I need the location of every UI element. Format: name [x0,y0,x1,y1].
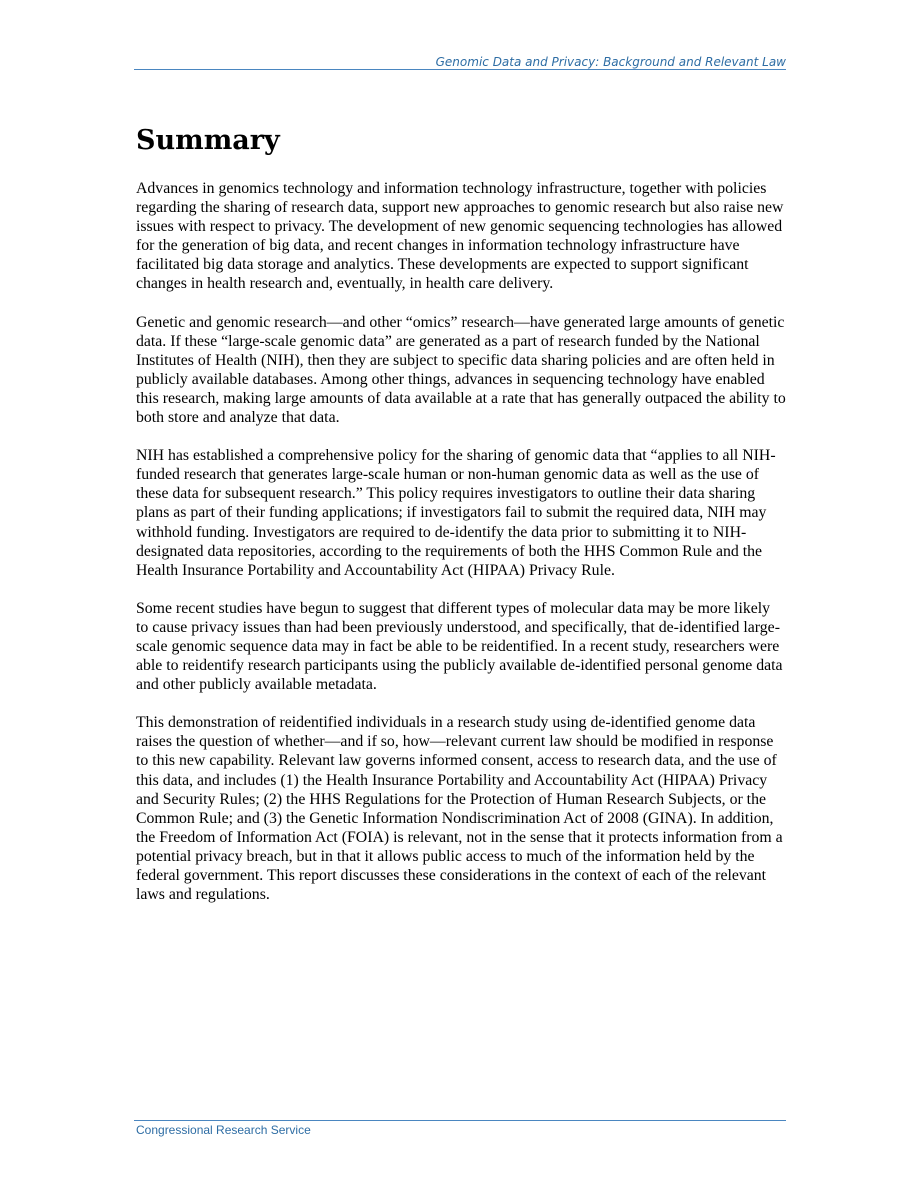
paragraph: NIH has established a comprehensive policy for the sharing of genomic data that “applies to all NIH-funded research that generates large-scale human or non-human genomic data as well as the use of these data for subsequent research.” This policy requires investigators to outline their data sharing plans as part of their funding applications; if investigators fail to submit the required data, NIH may withhold funding. Investigators are required to de-identify the data prior to submitting it to NIH-designated data repositories, according to the requirements of both the HHS Common Rule and the Health Insurance Portability and Accountability Act (HIPAA) Privacy Rule. [136,447,776,579]
paragraph: Genetic and genomic research—and other “omics” research—have generated large amounts of genetic data. If these “large-scale genomic data” are generated as a part of research funded by the National Institutes of Health (NIH), then they are subject to specific data sharing policies and are often held in publicly available databases. Among other things, advances in sequencing technology have enabled this research, making large amounts of data available at a rate that has generally outpaced the ability to both store and analyze that data. [136,313,786,427]
paragraph: Some recent studies have begun to suggest that different types of molecular data may be more likely to cause privacy issues than had been previously understood, and specifically, that de-identified large-scale genomic sequence data may in fact be able to be reidentified. In a recent study, researchers were able to reidentify research participants using the publicly available de-identified personal genome data and other publicly available metadata. [136,599,783,694]
paragraph: This demonstration of reidentified individuals in a research study using de-identified genome data raises the question of whether—and if so, how—relevant current law should be modified in response to this new capability. Relevant law governs informed consent, access to research data, and the use of this data, and includes (1) the Health Insurance Portability and Accountability Act (HIPAA) Privacy and Security Rules; (2) the HHS Regulations for the Protection of Human Research Subjects, or the Common Rule; and (3) the Genetic Information Nondiscrimination Act of 2008 (GINA). In addition, the Freedom of Information Act (FOIA) is relevant, not in the sense that it protects information from a potential privacy breach, but in that it allows public access to much of the information held by the federal government. This report discusses these considerations in the context of each of the relevant laws and regulations. [136,714,783,904]
running-header: Genomic Data and Privacy: Background and Relevant Law [435,55,786,69]
paragraph: Advances in genomics technology and information technology infrastructure, together with policies regarding the sharing of research data, support new approaches to genomic research but also raise new issues with respect to privacy. The development of new genomic sequencing technologies has allowed for the generation of big data, and recent changes in information technology infrastructure have facilitated big data storage and analytics. These developments are expected to support significant changes in health research and, eventually, in health care delivery. [136,180,784,293]
page-title: Summary [136,125,280,156]
footer-organization: Congressional Research Service [136,1123,311,1137]
header-divider [134,69,786,70]
summary-body [136,179,786,923]
footer-divider [134,1120,786,1121]
